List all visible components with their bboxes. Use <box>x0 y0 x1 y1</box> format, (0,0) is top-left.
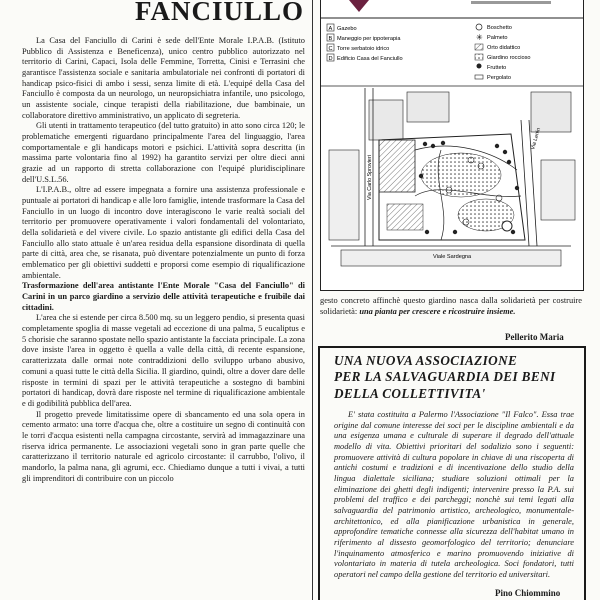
association-title-line: UNA NUOVA ASSOCIAZIONE <box>334 353 518 368</box>
legend-label: Torre serbatoio idrico <box>337 46 390 52</box>
water-tower <box>502 221 512 231</box>
article-paragraph: Il progetto prevede limitatissime opere di sbancamento ed una sola opera in cemento armato: una torre d'acqua che, oltre a costituire un segno di continuità con le torri d'acqua esistenti nella campagna circostante, servirà ad immagazzinare una riserva idrica permanente. Le associazioni vegetali sono in gran parte quelle che caratterizzano il territorio naturale ed agricolo circostante: il carrubbo, l'olivo, il mandorlo, la palma nana, gli agrumi, ecc. Chiediamo dunque a tutti i vivai, a tutti gli imprenditori di contribuire con un piccolo <box>22 409 305 483</box>
legend-label: Edificio Casa del Fanciullo <box>337 56 403 62</box>
association-title-line: PER LA SALVAGUARDIA DEI BENI <box>334 369 556 385</box>
legend-label: Palmeto <box>487 35 508 41</box>
street-label: Via Lenin <box>530 127 543 151</box>
association-author: Pino Chiommino <box>495 588 561 598</box>
column-divider <box>312 0 313 600</box>
main-article-body <box>22 36 305 484</box>
boschetto-symbol <box>476 24 482 30</box>
boschetto-area <box>421 153 501 197</box>
article-paragraph: La Casa del Fanciullo di Carini è sede dell'Ente Morale I.P.A.B. (Istituto Pubblico di Assistenza e Beneficenza), unico centro pubblico autorizzato nel territorio di Carini, Capaci, Isola delle Femmine, Torretta, Cinisi e Terrasini che garantisce l'assistenza sociale e sanitaria ambulatoriale nei confronti di portatori di handicap psico-fisici di ambo i sessi, senza limite di età. L'equipé della Casa del Fanciullo è composta da un neurologo, un neuropsichiatra infantile, uno psicologo, un assistente sociale, cinque terapisti della riabilitazione, due bambinaie, un collaboratore direttivo amministrativo, un applicato di segreteria. <box>22 36 305 120</box>
conclusion-text: gesto concreto affinchè questo giardino nasca dalla solidarietà per costruire solidarietà: <box>320 296 582 316</box>
building-block <box>369 100 403 140</box>
building-block <box>407 92 449 122</box>
association-box <box>318 346 586 600</box>
association-title-line: DELLA COLLETTIVITA' <box>334 385 486 401</box>
legend-label: Giardino roccioso <box>487 55 531 61</box>
legend-letter: C <box>328 46 333 52</box>
conclusion-emphasis: una pianta per crescere e ricostruire insieme. <box>359 306 516 316</box>
pergolato-symbol <box>475 75 483 79</box>
legend-label: Pergolato <box>487 75 511 81</box>
article-paragraph: Gli utenti in trattamento terapeutico (del tutto gratuito) in atto sono circa 120; le problematiche emergenti riguardano principalmente l'area del linguaggio, l'area comportamentale e gli handicaps motori e psichici. L'attività sopra descritta (in massima parte volontaria fino al 1992) ha garantito servizi per oltre dieci anni grazie ad un rapporto di stretta collaborazione con l'equipé pluridisciplinare dell'U.S.L.56. <box>22 121 305 184</box>
legend-label: Gazebo <box>337 26 357 32</box>
palmeto-symbol: ✳ <box>476 33 483 42</box>
author-signature: Pellerito Maria <box>505 332 564 342</box>
legend-letter: B <box>328 36 333 42</box>
article-paragraph: L'area che si estende per circa 8.500 mq. su un leggero pendio, si presenta quasi completamente spoglia di masse vegetali ad eccezione di una palma, 5 eucaliptus e 5 chorisie che saranno spostate nello spazio antistante la facciata principale. La zona dove insiste l'area in oggetto è quella a valle della città, di recente espansione, caratterizzata dalle ormai note contraddizioni dello sviluppo urbano abusivo, comuni a quasi tutte le città della Sicilia. Il giardino, quindi, oltre a dover dare delle risposte in termini di spazi per le attività terapeutiche a sostegno di bambini portatori di handicap, dovrà dare risposte nel termine di riqualificazione ambientale e di godibilità pubblica dell'area. <box>22 313 305 408</box>
article-paragraph: L'I.P.A.B., oltre ad essere impegnata a fornire una assistenza professionale e puntuale ai portatori di handicap e alle loro famiglie, intende trasformare la Casa del Fanciullo in un luogo di incontro dove interagiscono le varie realtà sociali del territorio per promuovere operativamente i valori fondamentali del volontariato, della solidarietà e del vivere civile. Lo spazio antistante gli edifici della Casa del Fanciullo allo stato attuale è un'area residua della espansione disordinata di quella parte di città, area che, se risanata, può diventare potenzialmente un punto di forza emblematico per gli obiettivi suddetti e proporsi come esempio di riqualificazione ambientale. <box>22 185 305 280</box>
article-conclusion <box>320 296 582 317</box>
casa-del-fanciullo-building <box>379 140 415 192</box>
orto-didattico-area <box>387 204 423 230</box>
building-block <box>329 150 359 240</box>
orto-symbol <box>475 44 483 50</box>
article-subheading: Trasformazione dell'area antistante l'Ente Morale "Casa del Fanciullo" di Carini in un parco giardino a servizio delle attività terapeutiche e fruibile dai cittadini. <box>22 281 305 312</box>
association-title <box>334 353 584 402</box>
logo-mark <box>349 0 369 12</box>
site-plan-drawing <box>321 0 583 290</box>
page-title: FANCIULLO <box>135 0 305 26</box>
giardino-roccioso-symbol <box>475 54 483 60</box>
legend-letter: A <box>328 26 333 32</box>
site-plan <box>321 86 583 266</box>
building-block <box>531 92 571 132</box>
legend-label: Orto didattico <box>487 45 521 51</box>
association-body <box>334 410 574 581</box>
legend-letter: D <box>328 56 333 62</box>
garden-site-plan <box>320 0 584 291</box>
header-strip <box>471 1 551 4</box>
frutteto-symbol <box>477 64 482 69</box>
association-paragraph: E' stata costituita a Palermo l'Associazione "Il Falco". Essa trae origine dal comune interesse dei soci per le discipline ambientali e da una esigenza umana e culturale di superare il degrado dell'attuale modello di vita. Obiettivi prioritari del sodalizio sono i seguenti: promuovere attività di cultura popolare in chiave di una riscoperta di antichi costumi e tradizioni e di incentivazione dello studio della lingua dialettale siciliana; studiare soluzioni ottimali per la eliminazione dei ghetti degli indigenti; intervenire presso la P.A. sui problemi del traffico e dei parcheggi; nonchè sui temi legati alla salvaguardia del patrimonio artistico, archeologico, monumentale-architettonico, ed alla pianificazione urbanistica in generale, approfondire tematiche connesse alla sicurezza dell'habitat umano in riferimento al dissesto geomorfologico del territorio; denunciare l'inquinamento atmosferico e marino promuovendo iniziative di volontariato in materia di tutela archeologica. Soci fondatori, tutti operatori nel campo della gestione del territorio ed universitari. <box>334 410 574 580</box>
building-block <box>541 160 575 220</box>
legend-label: Boschetto <box>487 25 512 31</box>
legend-label: Maneggio per ippoterapia <box>337 36 401 42</box>
legend-label: Frutteto <box>487 65 507 71</box>
street-label: Viale Sardegna <box>433 254 472 260</box>
street-label: Via Carlo Sprovieri <box>367 155 373 200</box>
